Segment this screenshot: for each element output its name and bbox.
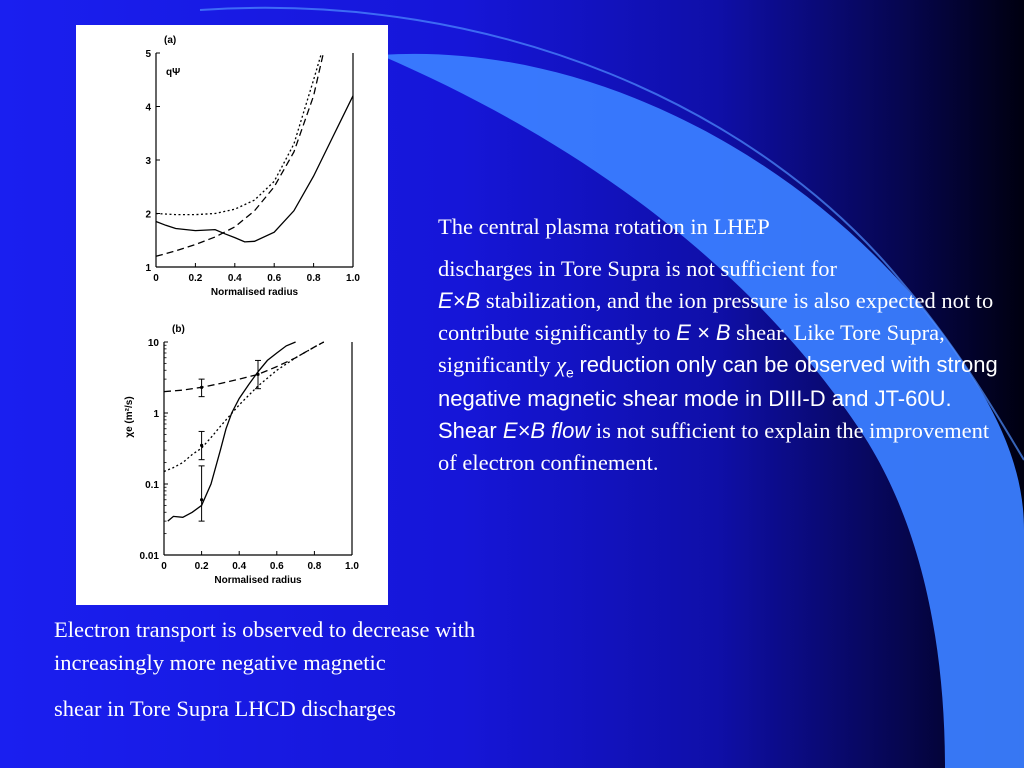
y-tick-label: 1 [153, 409, 159, 420]
text-segment: discharges in Tore Supra is not sufficient for [438, 255, 837, 281]
chi-subscript: e [566, 364, 574, 381]
figure-panel [76, 25, 388, 605]
y-tick-label: 0.1 [145, 480, 159, 491]
caption-line1: Electron transport is observed to decrease with increasingly more negative magnetic [54, 617, 476, 675]
series-line-dotted [156, 53, 322, 215]
series-line-dotted [164, 342, 324, 472]
panel-label: (a) [164, 35, 177, 46]
caption-line2: shear in Tore Supra LHCD discharges [54, 696, 396, 722]
y-tick-label: 0.01 [139, 551, 159, 562]
exb-term: E × B [676, 319, 731, 345]
x-axis-label: Normalised radius [210, 287, 299, 298]
y-tick-label: 10 [147, 338, 159, 349]
x-tick-label: 0.6 [267, 273, 282, 284]
error-bar-point [200, 386, 203, 389]
exb-flow-term: E×B flow [502, 418, 591, 444]
y-tick-label: 4 [145, 102, 151, 114]
x-tick-label: 0.8 [307, 561, 322, 572]
chart-figure [76, 25, 388, 605]
x-tick-label: 0.8 [306, 273, 321, 284]
y-tick-label: 2 [145, 209, 151, 221]
series-line-solid [156, 96, 353, 242]
chi-symbol: χ [556, 351, 567, 377]
x-tick-label: 0.2 [194, 561, 209, 572]
y-tick-label: 5 [145, 49, 151, 60]
text-segment: shear. Like Tore Supra, significantly [438, 319, 945, 377]
series-line-dashed [156, 53, 323, 256]
main-text-p1: The central plasma rotation in LHEP [438, 214, 770, 239]
x-tick-label: 0.2 [188, 273, 203, 284]
error-bar-point [200, 498, 203, 501]
series-line-dashed [164, 342, 324, 392]
main-text [438, 211, 1008, 479]
x-tick-label: 1.0 [346, 273, 360, 284]
panel-label: (b) [172, 324, 185, 335]
y-axis-label: χe (m²/s) [124, 396, 135, 438]
error-bar-point [256, 373, 259, 376]
x-tick-label: 0.4 [232, 561, 247, 572]
x-tick-label: 0 [153, 273, 159, 284]
error-bar-point [200, 444, 203, 447]
x-tick-label: 0 [161, 561, 167, 572]
x-tick-label: 0.4 [227, 273, 242, 284]
figure-caption [54, 614, 574, 726]
main-text-p2 [438, 253, 1008, 479]
x-tick-label: 0.6 [269, 561, 284, 572]
y-tick-label: 3 [145, 156, 151, 167]
y-axis-label: qΨ [166, 67, 181, 78]
y-tick-label: 1 [145, 263, 151, 274]
text-segment: reduction only can be observed with strong negative magnetic shear mode in DIII-D and JT-60U. Shear [438, 351, 998, 444]
text-segment: is not sufficient to explain the improvement of electron confinement. [438, 418, 990, 475]
x-tick-label: 1.0 [345, 561, 359, 572]
x-axis-label: Normalised radius [214, 575, 302, 586]
exb-term: E×B [438, 287, 481, 313]
text-segment: stabilization, and the ion pressure is also expected not to contribute significantly to [438, 287, 994, 345]
series-line-solid [168, 342, 296, 521]
